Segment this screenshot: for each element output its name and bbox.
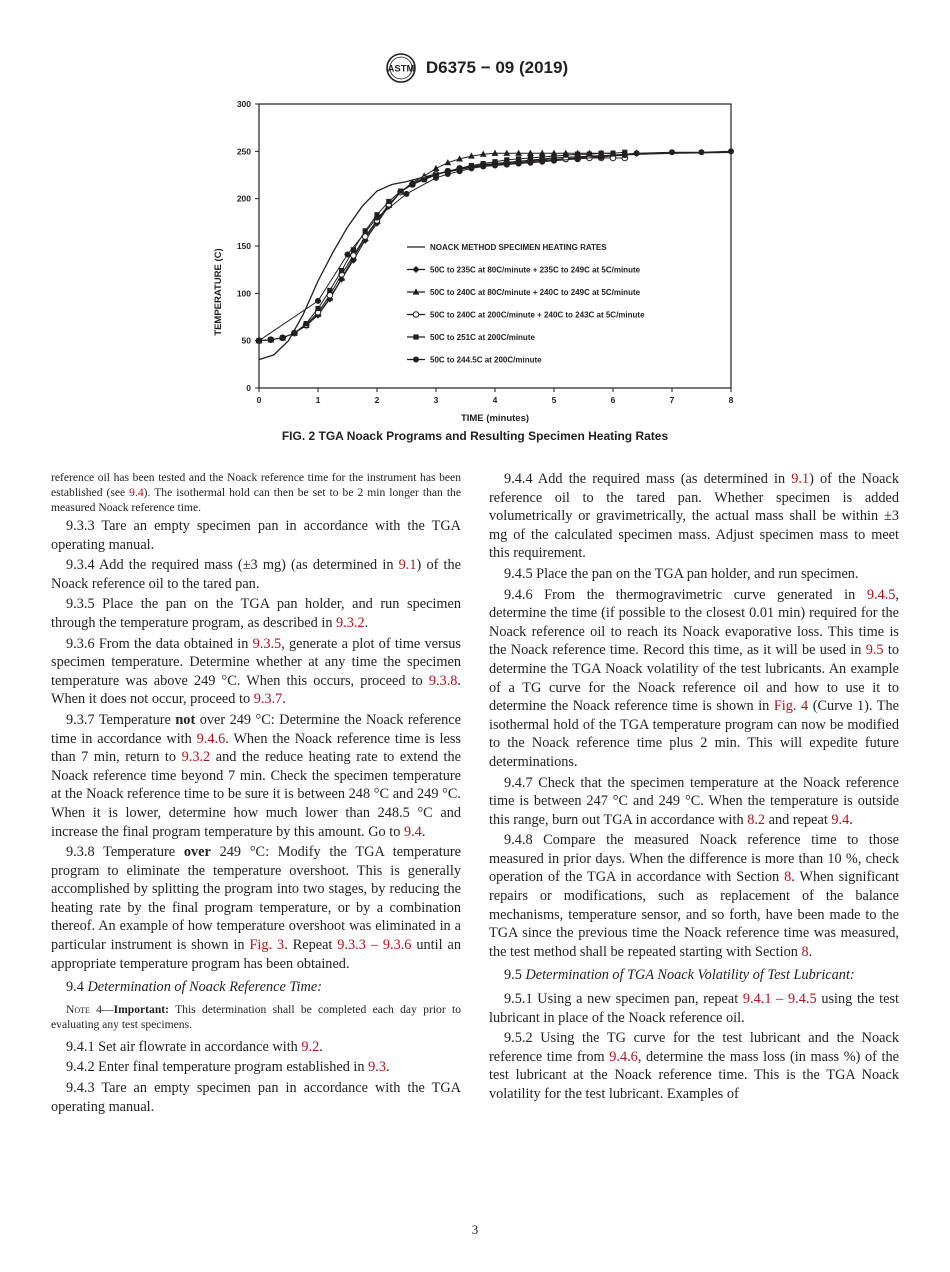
paragraph-9-4-3: 9.4.3 Tare an empty specimen pan in accordance with the TGA operating manual. [51, 1080, 461, 1115]
ref-link[interactable]: 9.4.6 [609, 1048, 638, 1065]
data-point [516, 161, 522, 167]
data-point [563, 153, 568, 158]
paragraph-9-4-6: 9.4.6 From the thermogravimetric curve generated in 9.4.5, determine the time (if possible to the closest 0.01 min) required for the Noack reference oil to reach its Noack evaporative loss. This time is the Noack reference time. Record this time, as it will be used in 9.5 to determine the TGA Noack volatility of the test lubricants. An example of a TG curve for the Noack reference oil and how to use it to determine the Noack reference time is shown in Fig. 4 (Curve 1). The isothermal hold of the TGA temperature program can now be modified to the Noack reference time plus 2 min. This will expedite future determinations. [489, 586, 900, 770]
legend-marker [413, 357, 419, 363]
x-tick-label: 4 [492, 395, 498, 405]
section-heading-9-4: 9.4 Determination of Noack Reference Time: [66, 979, 322, 996]
paragraph-9-3-5: 9.3.5 Place the pan on the TGA pan holder, and run specimen through the temperature program, as described in 9.3.2. [51, 596, 461, 631]
ref-link[interactable]: 9.4.6 [196, 730, 226, 747]
data-point [315, 306, 320, 311]
y-tick-label: 0 [246, 383, 251, 393]
x-tick-label: 1 [315, 395, 321, 405]
data-point [445, 171, 451, 177]
ref-link[interactable]: 8 [784, 869, 792, 886]
y-tick-label: 300 [236, 99, 251, 109]
paragraph-9-4-5: 9.4.5 Place the pan on the TGA pan holder, and run specimen. [504, 565, 859, 582]
data-point [339, 268, 344, 273]
data-point [539, 159, 545, 165]
page-header [0, 52, 950, 84]
x-tick-label: 5 [551, 395, 557, 405]
data-point [575, 156, 581, 162]
paragraph-9-4-1: 9.4.1 Set air flowrate in accordance with 9.2. [66, 1038, 323, 1055]
data-point [634, 150, 640, 156]
page-number: 3 [471, 1222, 479, 1237]
y-tick-label: 200 [236, 193, 251, 204]
paragraph-continuation: reference oil has been tested and the Noack reference time for the instrument has been established (see 9.4). The isothermal hold can then be set to be 2 min longer than the measured Noack reference time. [51, 471, 461, 514]
paragraph-9-3-6: 9.3.6 From the data obtained in 9.3.5, generate a plot of time versus specimen temperature. Determine whether at any time the specimen temperature was above 249 °C. When this occurs, proceed to 9.3.8. When it does not occur, proceed to 9.3.7. [51, 635, 461, 708]
legend-label: NOACK METHOD SPECIMEN HEATING RATES [430, 243, 607, 252]
legend-label: 50C to 251C at 200C/minute [430, 333, 535, 342]
paragraph-9-5-1: 9.5.1 Using a new specimen pan, repeat 9.4.1 – 9.4.5 using the test lubricant in place of the Noack reference oil. [489, 991, 900, 1026]
ref-link[interactable]: Fig. 4 [773, 698, 809, 715]
document-designation: D6375 − 09 (2019) [425, 58, 569, 77]
ref-link[interactable]: 9.3 [368, 1059, 386, 1076]
ref-link[interactable]: 9.3.2 [181, 749, 211, 766]
series-line [259, 152, 731, 359]
data-point [480, 163, 486, 169]
figure-caption: FIG. 2 TGA Noack Programs and Resulting Specimen Heating Rates [281, 429, 669, 443]
paragraph-9-3-7: 9.3.7 Temperature not over 249 °C: Determine the Noack reference time in accordance with 9.4.6. When the Noack reference time is less than 7 min, return to 9.3.2 and the reduce heating rate to extend the Noack reference time beyond 7 min. Check the specimen temperature at the Noack reference time to be sure it is between 248 °C and 249 °C. When it is lower, determine how much lower than 248.5 °C and increase the final program temperature by this amount. Go to 9.4. [51, 711, 461, 840]
x-tick-label: 3 [433, 395, 439, 405]
ref-link[interactable]: 9.4 [403, 823, 422, 840]
ref-link[interactable]: 9.3.2 [336, 614, 365, 631]
data-point [492, 163, 498, 169]
x-axis-label: TIME (minutes) [460, 413, 530, 424]
ref-link[interactable]: 9.4.1 – 9.4.5 [742, 991, 817, 1008]
data-point [669, 149, 675, 155]
paragraph-9-4-7: 9.4.7 Check that the specimen temperature at the Noack reference time is between 247 °C and 249 °C. When the temperature is outside this range, burn out TGA in accordance with 8.2 and repeat 9.4. [489, 774, 899, 828]
data-point [433, 175, 439, 181]
ref-link[interactable]: 9.3.7 [253, 691, 283, 708]
data-point [256, 338, 262, 344]
y-tick-label: 250 [236, 146, 251, 157]
ref-link[interactable]: 9.4.5 [866, 586, 896, 603]
heating-rates-chart [205, 92, 755, 432]
x-tick-label: 7 [669, 395, 675, 405]
ref-link[interactable]: 9.3.3 – 9.3.6 [337, 937, 412, 954]
series-group [259, 152, 731, 359]
paragraph-9-4-8: 9.4.8 Compare the measured Noack reference time to those measured in prior days. When the difference is more than 10 %, check operation of the TGA in accordance with Section 8. When significant repairs or modifications, such as replacement of the balance mechanisms, temperature sensor, and so forth, have been made to the TGA since the previous time the Noack reference time was measured, the test method shall be repeated starting with Section 8. [489, 832, 899, 960]
x-tick-label: 8 [728, 395, 734, 405]
section-heading-9-5: 9.5 Determination of TGA Noack Volatility of Test Lubricant: [504, 967, 855, 984]
paragraph-9-3-3: 9.3.3 Tare an empty specimen pan in accordance with the TGA operating manual. [51, 518, 461, 553]
data-point [398, 188, 403, 193]
legend-label: 50C to 235C at 80C/minute + 235C to 249C at 5C/minute [430, 265, 641, 275]
y-axis-label: TEMPERATURE (C) [213, 248, 224, 336]
ref-link[interactable]: 9.2 [301, 1038, 320, 1055]
ref-link[interactable]: 9.4 [831, 811, 850, 828]
x-tick-label: 0 [256, 395, 262, 405]
x-tick-label: 6 [610, 395, 616, 405]
data-point [587, 152, 592, 157]
data-point [410, 182, 415, 187]
astm-logo-text: ASTM [387, 63, 415, 75]
paragraph-9-3-4: 9.3.4 Add the required mass (±3 mg) (as determined in 9.1) of the Noack reference oil to the tared pan. [51, 557, 461, 592]
x-tick-label: 2 [374, 395, 380, 405]
data-point [457, 168, 463, 174]
data-point [404, 191, 410, 197]
ref-link[interactable]: 8 [801, 943, 809, 960]
legend-marker [413, 312, 419, 318]
astm-logo-icon [382, 52, 420, 84]
data-point [504, 162, 510, 168]
paragraph-9-4-4: 9.4.4 Add the required mass (as determined in 9.1) of the Noack reference oil to the tared pan. Whether specimen is added volumetrically or gravimetrically, the actual mass shall be within ±3 mg of the calculated specimen mass. Adjust specimen mass to meet this requirement. [489, 471, 899, 562]
legend-label: 50C to 240C at 80C/minute + 240C to 249C at 5C/minute [430, 288, 641, 297]
legend-marker [413, 266, 420, 273]
data-point [551, 158, 557, 164]
ref-link[interactable]: 9.3.8 [428, 672, 458, 689]
note-4: Note 4—Important: This determination shall be completed each day prior to evaluating any test specimens. [51, 1002, 461, 1031]
y-tick-label: 150 [236, 241, 251, 251]
y-tick-label: 100 [236, 288, 251, 299]
data-point [315, 298, 321, 304]
data-point [374, 215, 380, 221]
ref-link[interactable]: 9.3.5 [252, 635, 282, 652]
data-point [728, 148, 734, 154]
data-point [327, 288, 332, 293]
data-point [610, 151, 615, 156]
ref-link[interactable]: 9.4 [129, 486, 144, 499]
y-tick-label: 50 [241, 335, 251, 346]
paragraph-9-3-8: 9.3.8 Temperature over 249 °C: Modify the TGA temperature program to eliminate the temperature overshoot. This is generally accomplished by splitting the program into two stages, by reducing the heating rate by the final program temperature, or by a combination thereof. An example of how temperature overshoot was eliminated in a particular instrument is shown in Fig. 3. Repeat 9.3.3 – 9.3.6 until an appropriate temperature program has been obtained. [51, 844, 462, 972]
data-point [268, 337, 273, 342]
data-point [598, 154, 604, 160]
data-point [622, 152, 628, 158]
ref-link[interactable]: Fig. 3 [249, 937, 285, 954]
data-point [433, 165, 440, 171]
legend-label: 50C to 244.5C at 200C/minute [430, 355, 542, 365]
data-point [699, 149, 705, 155]
data-point [468, 165, 474, 171]
ref-link[interactable]: 9.1 [398, 557, 417, 574]
legend-marker [413, 334, 418, 339]
paragraph-9-4-2: 9.4.2 Enter final temperature program established in 9.3. [66, 1059, 390, 1076]
paragraph-9-5-2: 9.5.2 Using the TG curve for the test lubricant and the Noack reference time from 9.4.6, determine the mass loss (in mass %) of the test lubricant at the Noack reference time. This is the TGA Noack volatility for the test lubricant. Examples of [489, 1030, 899, 1102]
data-point [422, 177, 427, 182]
ref-link[interactable]: 8.2 [747, 811, 766, 828]
data-point [527, 160, 533, 166]
data-point [292, 330, 297, 335]
left-column [51, 470, 461, 1118]
ref-link[interactable]: 9.5 [865, 642, 884, 659]
data-point [280, 335, 285, 340]
right-column [489, 470, 899, 1106]
data-point [304, 321, 309, 326]
data-point [345, 252, 351, 258]
legend-label: 50C to 240C at 200C/minute + 240C to 243C at 5C/minute [430, 310, 645, 320]
data-point [386, 199, 391, 204]
ref-link[interactable]: 9.1 [791, 471, 810, 487]
